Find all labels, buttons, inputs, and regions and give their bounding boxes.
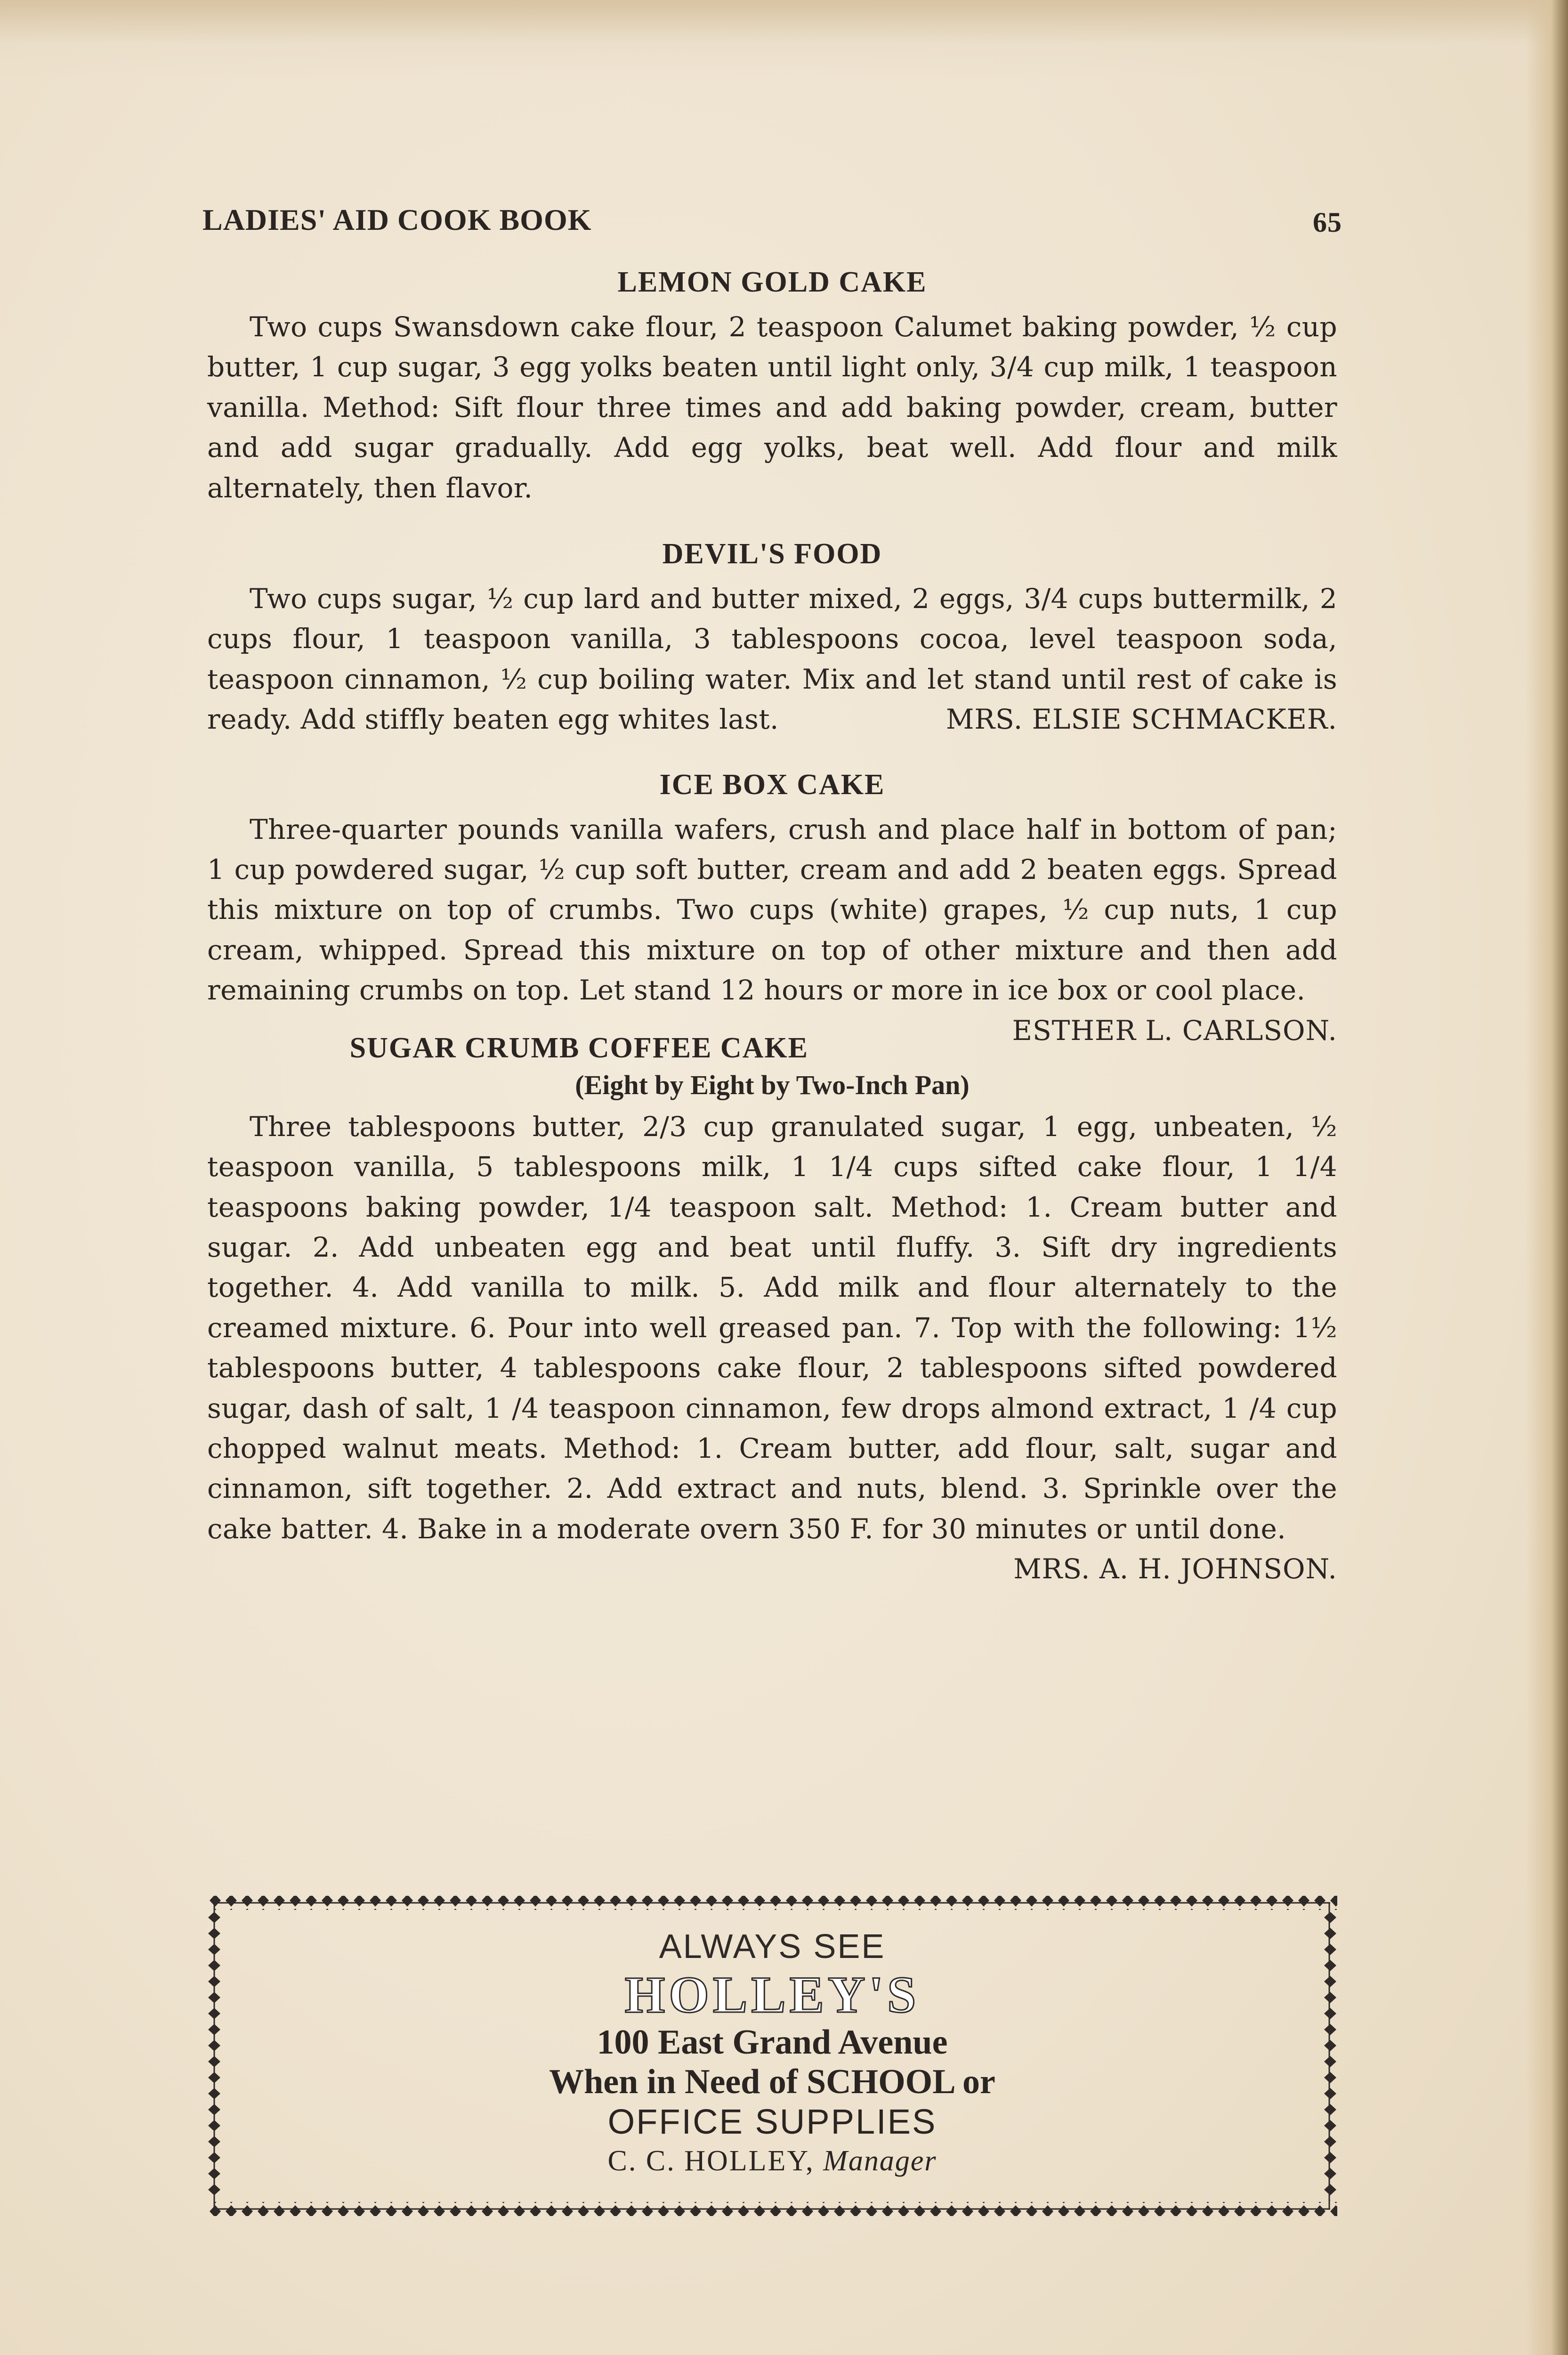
recipe-body: Two cups sugar, ½ cup lard and butter mixed, 2 eggs, 3/4 cups buttermilk, 2 cups flour, 1 teaspoon vanilla, 3 tablespoons cocoa, level teaspoon soda, teaspoon cinnamon, ½ cup boiling water. Mix and let stand until rest of cake is ready. Add stiffly beaten egg whites last. MRS. ELSIE SCHMACKER.: [207, 579, 1337, 740]
holleys-advertisement: [207, 1893, 1337, 2218]
recipe-contributor: MRS. ELSIE SCHMACKER.: [946, 703, 1337, 736]
paper-top-edge: [0, 0, 1568, 80]
recipe-devils-food: [207, 536, 1337, 740]
recipe-title: SUGAR CRUMB COFFEE CAKE: [349, 1031, 808, 1064]
recipe-title: ICE BOX CAKE: [659, 768, 885, 801]
ad-tagline: When in Need of SCHOOL or: [549, 2063, 995, 2101]
book-title: LADIES' AID COOK BOOK: [202, 203, 592, 236]
recipe-title: DEVIL'S FOOD: [662, 538, 882, 570]
ad-manager: C. C. HOLLEY, Manager: [607, 2145, 937, 2177]
ad-address: 100 East Grand Avenue: [597, 2023, 948, 2062]
ad-store-name: HOLLEY'S: [624, 1966, 920, 2023]
running-head: [202, 198, 1342, 240]
recipe-subtitle: (Eight by Eight by Two-Inch Pan): [575, 1069, 970, 1100]
recipe-title: LEMON GOLD CAKE: [617, 266, 927, 298]
recipe-contributor: ESTHER L. CARLSON.: [1012, 1014, 1337, 1047]
recipe-body: Three tablespoons butter, 2/3 cup granulated sugar, 1 egg, unbeaten, ½ teaspoon vanilla, 5 tablespoons milk, 1 1/4 cups sifted cake flour, 1 1/4 teaspoons baking powder, 1/4 teaspoon salt. Method: 1. Cream butter and sugar. 2. Add unbeaten egg and beat until fluffy. 3. Sift dry ingredients together. 4. Add vanilla to milk. 5. Add milk and flour alternately to the creamed mixture. 6. Pour into well greased pan. 7. Top with the following: 1½ tablespoons butter, 4 tablespoons cake flour, 2 tablespoons sifted powdered sugar, dash of salt, 1 /4 teaspoon cinnamon, few drops almond extract, 1 /4 cup chopped walnut meats. Method: 1. Cream butter, add flour, salt, sugar and cinnamon, sift together. 2. Add extract and nuts, blend. 3. Sprinkle over the cake batter. 4. Bake in a moderate overn 350 F. for 30 minutes or until done. MRS. A. H. JOHNSON.: [207, 1107, 1337, 1549]
page-number: 65: [1313, 207, 1342, 238]
page-content: [202, 198, 1342, 1590]
recipe-body: Two cups Swansdown cake flour, 2 teaspoon Calumet baking powder, ½ cup butter, 1 cup sugar, 3 egg yolks beaten until light only, 3/4 cup milk, 1 teaspoon vanilla. Method: Sift flour three times and add baking powder, cream, butter and add sugar gradually. Add egg yolks, beat well. Add flour and milk alternately, then flavor.: [207, 311, 1337, 504]
recipe-lemon-gold-cake: [207, 264, 1337, 508]
recipe-contributor: MRS. A. H. JOHNSON.: [1013, 1553, 1337, 1585]
ad-text: [235, 1926, 1309, 2180]
recipe-body: Three-quarter pounds vanilla wafers, crush and place half in bottom of pan; 1 cup powdered sugar, ½ cup soft butter, cream and add 2 beaten eggs. Spread this mixture on top of crumbs. Two cups (white) grapes, ½ cup nuts, 1 cup cream, whipped. Spread this mixture on top of other mixture and then add remaining crumbs on top. Let stand 12 hours or more in ice box or cool place. ESTHER L. CARLSON.: [207, 810, 1337, 1011]
recipe-ice-box-cake: [207, 766, 1337, 1047]
paper-right-edge: [1526, 0, 1568, 2355]
recipe-sugar-crumb-coffee-cake: [207, 1030, 1337, 1585]
ad-headline: ALWAYS SEE: [659, 1928, 886, 1965]
ad-office-supplies: OFFICE SUPPLIES: [607, 2102, 937, 2141]
